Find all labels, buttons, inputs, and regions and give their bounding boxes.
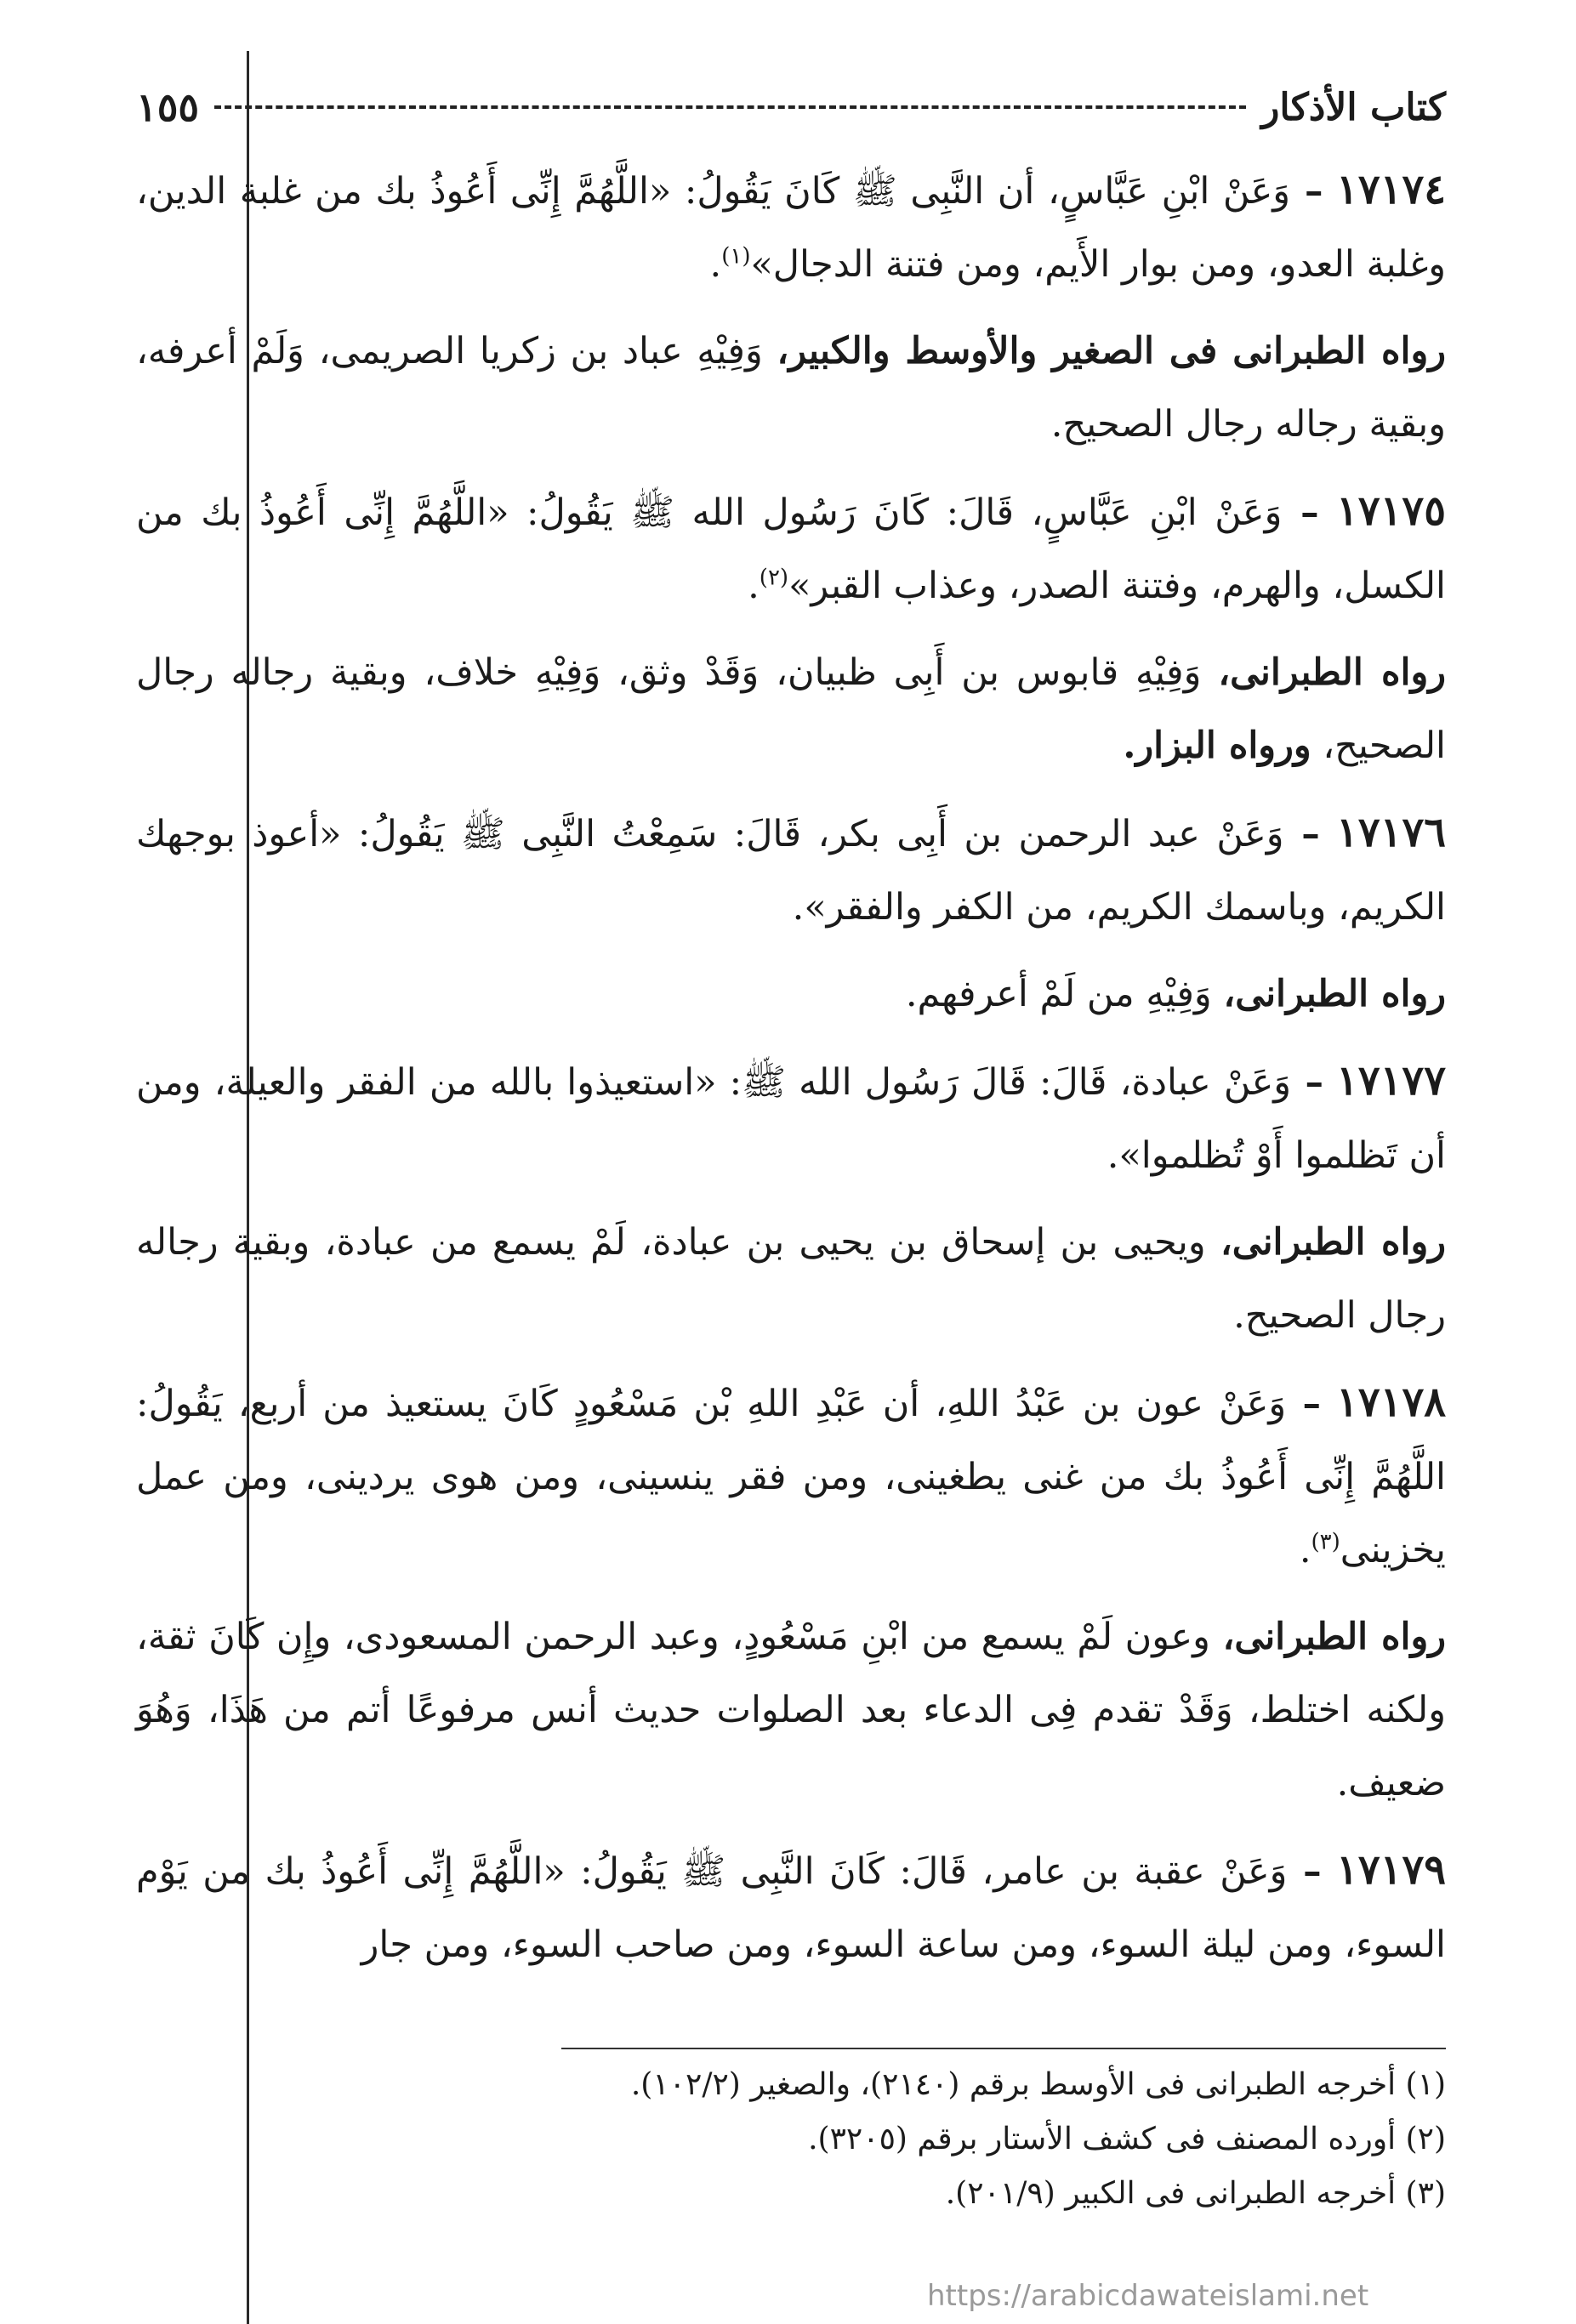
- page-number: ١٥٥: [136, 84, 200, 130]
- commentary-source-2: ورواه البزار.: [1123, 724, 1311, 767]
- hadith-entry: [136, 1366, 1446, 1587]
- entry-dash: –: [1290, 170, 1323, 213]
- footnote-ref: (٣): [1311, 1529, 1340, 1555]
- hadith-number: ١٧١٧٦: [1336, 809, 1446, 856]
- commentary-text: وَفِيْهِ قابوس بن أَبِى ظبيان، وَقَدْ وثق، وَفِيْهِ خلاف، وبقية رجاله رجال الصحيح،: [136, 651, 1446, 767]
- commentary-source: رواه الطبرانى،: [1223, 973, 1446, 1015]
- commentary-source: رواه الطبرانى،: [1218, 651, 1446, 694]
- header-dashed-rule: [214, 105, 1246, 109]
- hadith-commentary: [136, 315, 1446, 461]
- commentary-source: رواه الطبرانى،: [1222, 1616, 1446, 1658]
- footnotes: [510, 2058, 1446, 2221]
- hadith-entry: [136, 474, 1446, 622]
- commentary-source: رواه الطبرانى،: [1220, 1221, 1446, 1264]
- entry-dash: –: [1291, 1061, 1323, 1104]
- period: .: [1299, 1529, 1311, 1571]
- hadith-commentary: [136, 1600, 1446, 1820]
- commentary-text: وعون لَمْ يسمع من ابْنِ مَسْعُودٍ، وعبد الرحمن المسعودى، وإِن كَانَ ثقة، ولكنه اختلط، وَقَدْ تقدم فِى الدعاء بعد الصلوات حديث أنس مرفوعًا أتم من هَذَا، وَهُوَ ضعيف.: [136, 1616, 1446, 1804]
- entry-dash: –: [1282, 492, 1319, 534]
- hadith-number: ١٧١٧٨: [1336, 1378, 1446, 1426]
- hadith-text: وَعَنْ عبادة، قَالَ: قَالَ رَسُول الله ﷺ: «استعيذوا بالله من الفقر والعيلة، ومن أن تَظلموا أَوْ تُظلموا».: [136, 1061, 1446, 1177]
- commentary-text: وَفِيْهِ من لَمْ أعرفهم.: [905, 973, 1212, 1015]
- footnote-ref: (١): [721, 243, 751, 270]
- hadith-text: وَعَنْ ابْنِ عَبَّاسٍ، قَالَ: كَانَ رَسُول الله ﷺ يَقُولُ: «اللَّهُمَّ إِنِّى أَعُوذُ بك من الكسل، والهرم، وفتنة الصدر، وعذاب القبر»: [136, 492, 1446, 607]
- footnote-separator: [561, 2048, 1446, 2049]
- period: .: [709, 243, 722, 286]
- entry-dash: –: [1287, 1850, 1322, 1893]
- footnote-3: (٣) أخرجه الطبرانى فى الكبير (٢٠١/٩).: [945, 2176, 1446, 2211]
- entry-dash: –: [1283, 813, 1320, 855]
- hadith-text: وَعَنْ ابْنِ عَبَّاسٍ، أن النَّبِى ﷺ كَانَ يَقُولُ: «اللَّهُمَّ إِنِّى أَعُوذُ بك من غلبة الدين، وغلبة العدو، ومن بوار الأَيم، ومن فتنة الدجال»: [136, 170, 1446, 286]
- hadith-text: وَعَنْ عون بن عَبْدُ اللهِ، أن عَبْدِ اللهِ بْن مَسْعُودٍ كَانَ يستعيذ من أربع، يَقُولُ: اللَّهُمَّ إِنِّى أَعُوذُ بك من غنى يطغينى، ومن فقر ينسينى، ومن هوى يردينى، ومن عمل يخزينى: [136, 1383, 1446, 1571]
- hadith-commentary: [136, 1206, 1446, 1352]
- hadith-commentary: [136, 957, 1446, 1031]
- page-header: [136, 73, 1446, 141]
- hadith-entry: [136, 1833, 1446, 1981]
- hadith-commentary: [136, 636, 1446, 782]
- hadith-number: ١٧١٧٤: [1336, 166, 1446, 213]
- hadith-number: ١٧١٧٧: [1336, 1057, 1446, 1105]
- commentary-source: رواه الطبرانى فى الصغير والأوسط والكبير،: [777, 330, 1446, 372]
- entry-dash: –: [1286, 1383, 1322, 1425]
- footnote-1: (١) أخرجه الطبرانى فى الأوسط برقم (٢١٤٠)، والصغير (١٠٢/٢).: [630, 2067, 1446, 2102]
- hadith-entry: [136, 153, 1446, 301]
- hadith-entry: [136, 796, 1446, 944]
- commentary-text: وَفِيْهِ عباد بن زكريا الصريمى، وَلَمْ أعرفه، وبقية رجاله رجال الصحيح.: [136, 330, 1446, 446]
- commentary-text: ويحيى بن إسحاق بن يحيى بن عبادة، لَمْ يسمع من عبادة، وبقية رجاله رجال الصحيح.: [136, 1221, 1446, 1337]
- book-title: كتاب الأذكار: [1261, 85, 1446, 129]
- footnote-ref: (٢): [759, 565, 789, 591]
- period: .: [748, 565, 760, 607]
- source-watermark: https://arabicdawateislami.net: [927, 2279, 1369, 2313]
- hadith-body: [136, 153, 1446, 1995]
- hadith-number: ١٧١٧٩: [1336, 1846, 1446, 1894]
- hadith-text: وَعَنْ عبد الرحمن بن أَبِى بكر، قَالَ: سَمِعْتُ النَّبِى ﷺ يَقُولُ: «أعوذ بوجهك الكريم، وباسمك الكريم، من الكفر والفقر».: [136, 813, 1446, 929]
- footnote-2: (٢) أورده المصنف فى كشف الأستار برقم (٣٢٠٥).: [808, 2122, 1446, 2156]
- hadith-text: وَعَنْ عقبة بن عامر، قَالَ: كَانَ النَّبِى ﷺ يَقُولُ: «اللَّهُمَّ إِنِّى أَعُوذُ بك من يَوْم السوء، ومن ليلة السوء، ومن ساعة السوء، ومن صاحب السوء، ومن جار: [136, 1850, 1446, 1966]
- hadith-entry: [136, 1044, 1446, 1192]
- hadith-number: ١٧١٧٥: [1336, 487, 1446, 535]
